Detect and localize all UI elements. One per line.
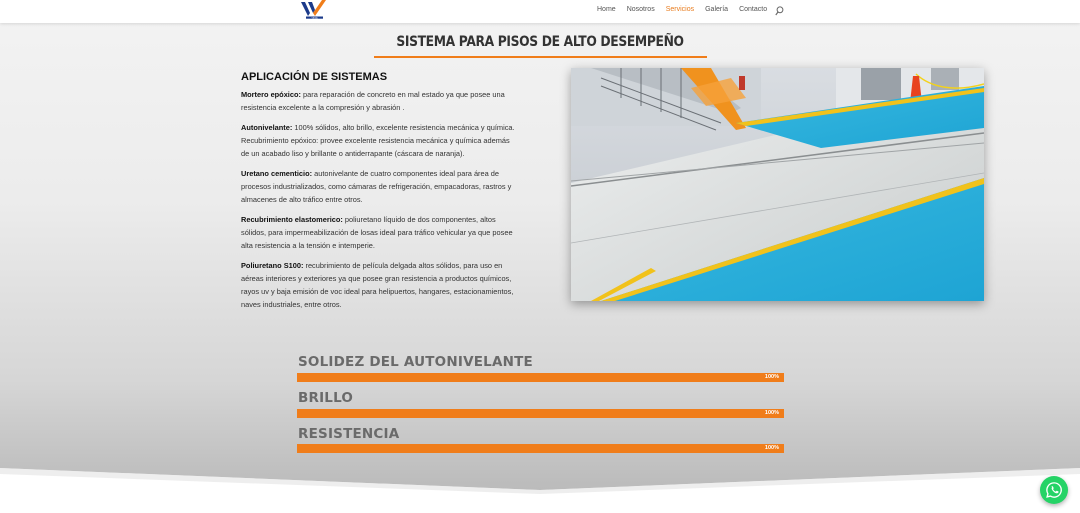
progress-bar-resistencia bbox=[297, 444, 784, 453]
progress-bar-solidez bbox=[297, 373, 784, 382]
whatsapp-icon bbox=[1045, 481, 1063, 499]
application-item bbox=[241, 167, 515, 206]
application-text: poliuretano líquido de dos componentes, altos sólidos, para impermeabilización de losas ideal para tráfico vehicular ya que posee alta resistencia a la tensión e intemperie. bbox=[241, 215, 513, 250]
section-divider bbox=[0, 460, 1080, 513]
application-text: recubrimiento de película delgada altos sólidos, para uso en aéreas interiores y exteriores ya que posee gran resistencia a productos químicos, rayos uv y baja emisión de voc ideal para helipuertos, hangares, estacionamientos, naves industriales, entre otros. bbox=[241, 261, 514, 309]
application-item bbox=[241, 121, 515, 160]
nav-home[interactable]: Home bbox=[597, 6, 616, 13]
main-nav bbox=[597, 6, 778, 13]
applications-list bbox=[241, 88, 515, 318]
nav-nosotros[interactable]: Nosotros bbox=[626, 6, 655, 13]
application-term: Poliuretano S100: bbox=[241, 261, 304, 270]
section-title: SISTEMA PARA PISOS DE ALTO DESEMPEÑO bbox=[396, 34, 684, 50]
progress-percent: 100% bbox=[764, 445, 779, 451]
progress-fill bbox=[297, 409, 784, 418]
nav-servicios[interactable]: Servicios bbox=[665, 6, 695, 13]
logo-text: VEGA bbox=[311, 17, 318, 20]
application-term: Autonivelante: bbox=[241, 123, 293, 132]
application-text: 100% sólidos, alto brillo, excelente resistencia mecánica y química. Recubrimiento epóxico: provee excelente resistencia mecánica y química además de un acabado liso y brillante o antiderrapante (cáscara de naranja). bbox=[241, 123, 515, 158]
progress-fill bbox=[297, 373, 784, 382]
application-term: Mortero epóxico: bbox=[241, 90, 301, 99]
nav-galeria[interactable]: Galería bbox=[705, 6, 729, 13]
application-text: autonivelante de cuatro componentes ideal para área de procesos industrializados, como cámaras de refrigeración, empacadoras, rastros y almacenes de alto tráfico entre otros. bbox=[241, 169, 512, 204]
title-underline bbox=[374, 56, 707, 58]
application-term: Uretano cementicio: bbox=[241, 169, 313, 178]
floor-photo bbox=[571, 68, 984, 301]
search-icon[interactable] bbox=[775, 6, 784, 16]
progress-bar-brillo bbox=[297, 409, 784, 418]
site-header bbox=[0, 0, 1080, 23]
applications-heading: APLICACIÓN DE SISTEMAS bbox=[241, 71, 388, 83]
whatsapp-button[interactable] bbox=[1040, 476, 1068, 504]
logo[interactable] bbox=[300, 0, 328, 20]
progress-fill bbox=[297, 444, 784, 453]
application-item bbox=[241, 259, 515, 311]
progress-percent: 100% bbox=[764, 374, 779, 380]
bar-label-solidez: SOLIDEZ DEL AUTONIVELANTE bbox=[298, 354, 533, 370]
application-text: para reparación de concreto en mal estado ya que posee una resistencia excelente a la compresión y abrasión . bbox=[241, 90, 505, 112]
application-item bbox=[241, 213, 515, 252]
progress-percent: 100% bbox=[764, 410, 779, 416]
application-item bbox=[241, 88, 515, 114]
application-term: Recubrimiento elastomerico: bbox=[241, 215, 343, 224]
bar-label-resistencia: RESISTENCIA bbox=[298, 426, 400, 442]
nav-contacto[interactable]: Contacto bbox=[739, 6, 768, 13]
bar-label-brillo: BRILLO bbox=[298, 390, 354, 406]
